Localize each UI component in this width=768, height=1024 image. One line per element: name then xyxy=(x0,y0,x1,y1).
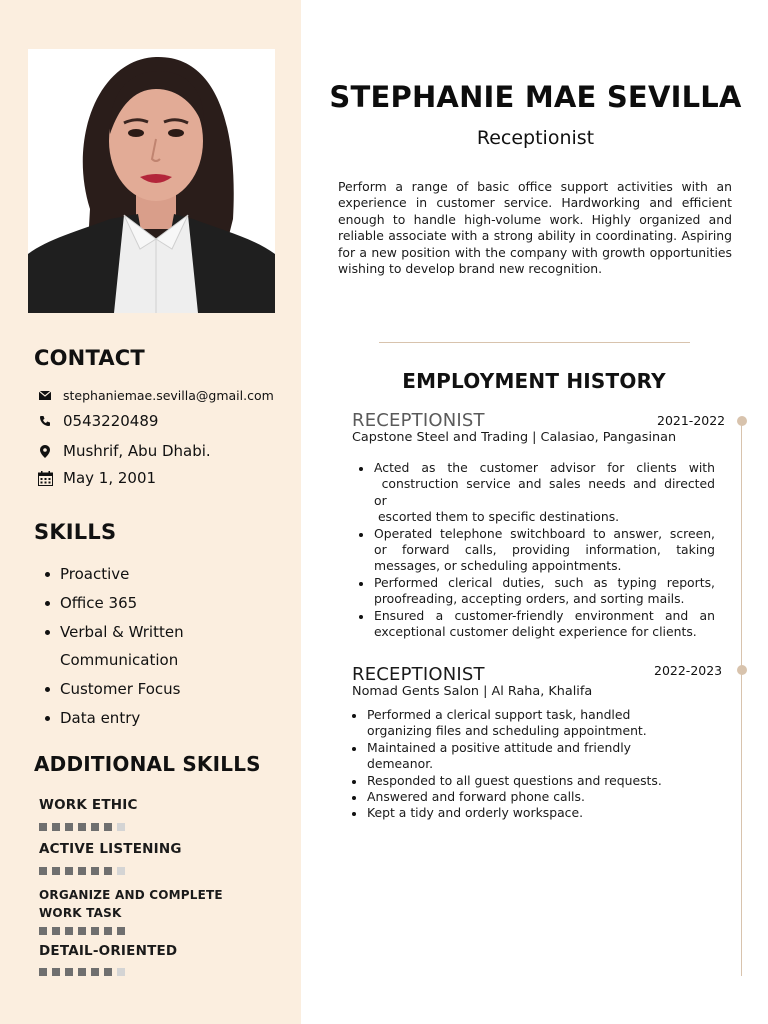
duty-line: or xyxy=(374,492,387,508)
rating-square-filled xyxy=(91,867,99,875)
duty-line: or forward calls, providing information, taking xyxy=(374,542,715,558)
additional-skill-work-ethic xyxy=(39,797,279,813)
rating-square-filled xyxy=(91,927,99,935)
duty-line: Kept a tidy and orderly workspace. xyxy=(367,805,584,821)
job-role: RECEPTIONIST xyxy=(352,664,485,685)
rating-square-filled xyxy=(104,927,112,935)
skill-item: Office 365 xyxy=(38,589,288,618)
rating-square-empty xyxy=(117,823,125,831)
duty-line: messages, or scheduling appointments. xyxy=(374,558,622,574)
phone-icon xyxy=(36,412,54,430)
additional-skill-detail-oriented xyxy=(39,943,279,959)
contact-address: Mushrif, Abu Dhabi. xyxy=(63,442,211,460)
contact-birthday: May 1, 2001 xyxy=(63,469,157,487)
duty-line: organizing files and scheduling appointment. xyxy=(367,723,647,739)
additional-skills-heading: ADDITIONAL SKILLS xyxy=(34,752,261,776)
timeline-dot xyxy=(737,416,747,426)
job-company: Capstone Steel and Trading | Calasiao, Pangasinan xyxy=(352,430,677,445)
job-duty xyxy=(345,707,705,740)
rating-square-filled xyxy=(39,867,47,875)
rating-square-filled xyxy=(39,968,47,976)
job-duty xyxy=(352,526,715,575)
additional-skill-label: ACTIVE LISTENING xyxy=(39,841,182,857)
rating-square-filled xyxy=(104,823,112,831)
rating-square-filled xyxy=(78,927,86,935)
timeline-line xyxy=(741,420,742,976)
rating-square-filled xyxy=(65,968,73,976)
rating-square-filled xyxy=(52,927,60,935)
skill-item: Customer Focus xyxy=(38,675,288,704)
rating-square-filled xyxy=(117,927,125,935)
additional-skill-label-line: ORGANIZE AND COMPLETE xyxy=(39,888,223,902)
rating-square-filled xyxy=(65,823,73,831)
skill-item: Verbal & Written Communication xyxy=(38,618,228,676)
duty-line: Answered and forward phone calls. xyxy=(367,789,585,805)
candidate-name: STEPHANIE MAE SEVILLA xyxy=(329,80,742,114)
additional-skill-organize xyxy=(39,886,279,922)
duty-line: Acted as the customer advisor for clients with xyxy=(374,460,715,475)
rating-square-empty xyxy=(117,867,125,875)
rating-square-filled xyxy=(78,968,86,976)
rating-square-filled xyxy=(91,823,99,831)
rating-square-filled xyxy=(65,867,73,875)
rating-square-filled xyxy=(39,823,47,831)
contact-heading: CONTACT xyxy=(34,346,145,370)
skill-item: Proactive xyxy=(38,560,288,589)
job-duty xyxy=(345,805,705,821)
additional-skill-active-listening xyxy=(39,841,279,857)
rating-square-filled xyxy=(52,823,60,831)
additional-skill-label: DETAIL-ORIENTED xyxy=(39,943,178,959)
rating-square-filled xyxy=(78,823,86,831)
rating-square-filled xyxy=(104,968,112,976)
duty-line: Maintained a positive attitude and friendly xyxy=(367,739,631,755)
duty-line: Operated telephone switchboard to answer, screen, xyxy=(374,525,715,541)
job-duties-list xyxy=(352,460,715,640)
duty-line: Ensured a customer-friendly environment and an xyxy=(374,607,715,623)
contact-birthday-row xyxy=(36,469,156,487)
contact-address-row xyxy=(36,442,211,460)
duty-line: demeanor. xyxy=(367,756,434,772)
rating-square-filled xyxy=(91,968,99,976)
rating-square-filled xyxy=(52,968,60,976)
profile-summary: Perform a range of basic office support activities with an experience in customer service. Hardworking and efficient enough to handle high-volume work. Highly organized and reliable associate with a strong ability in coordinating. Aspiring for a new position with the company with growth opportunities wishing to develop brand new recognition. xyxy=(338,179,732,277)
job-duty xyxy=(352,608,715,641)
skills-list xyxy=(38,560,288,733)
duty-line: Responded to all guest questions and requests. xyxy=(367,772,662,788)
rating-square-filled xyxy=(65,927,73,935)
calendar-icon xyxy=(36,469,54,487)
job-years: 2021-2022 xyxy=(657,413,726,428)
location-pin-icon xyxy=(36,442,54,460)
employment-heading: EMPLOYMENT HISTORY xyxy=(402,369,666,393)
rating-square-filled xyxy=(104,867,112,875)
job-duty xyxy=(345,789,705,805)
rating-square-empty xyxy=(117,968,125,976)
candidate-title: Receptionist xyxy=(476,127,595,149)
duty-line: construction service and sales needs and directed xyxy=(374,476,715,492)
contact-email[interactable]: stephaniemae.sevilla@gmail.com xyxy=(63,387,274,403)
job-role: RECEPTIONIST xyxy=(352,410,485,431)
duty-line: Performed a clerical support task, handled xyxy=(367,707,631,722)
additional-skill-label: WORK ETHIC xyxy=(39,797,138,813)
skill-item: Data entry xyxy=(38,704,288,733)
job-years: 2022-2023 xyxy=(654,663,723,678)
job-company: Nomad Gents Salon | Al Raha, Khalifa xyxy=(352,684,593,699)
profile-photo xyxy=(28,49,275,313)
envelope-icon xyxy=(36,386,54,404)
job-duty xyxy=(352,575,715,608)
duty-line: proofreading, accepting orders, and sorting mails. xyxy=(374,591,685,607)
skills-heading: SKILLS xyxy=(34,520,117,544)
duty-line: Performed clerical duties, such as typing reports, xyxy=(374,574,715,590)
job-duties-list xyxy=(345,707,705,822)
duty-line: exceptional customer delight experience for clients. xyxy=(374,624,697,640)
skill-rating-detail-oriented xyxy=(39,968,130,976)
section-divider xyxy=(379,342,690,343)
skill-rating-work-ethic xyxy=(39,823,130,831)
job-duty xyxy=(345,773,705,789)
additional-skill-label-line: WORK TASK xyxy=(39,906,122,920)
job-duty xyxy=(345,740,705,773)
rating-square-filled xyxy=(78,867,86,875)
contact-phone[interactable]: 0543220489 xyxy=(63,412,159,430)
contact-phone-row xyxy=(36,412,158,430)
duty-line: escorted them to specific destinations. xyxy=(374,509,620,525)
rating-square-filled xyxy=(39,927,47,935)
skill-rating-organize xyxy=(39,927,130,935)
skill-rating-active-listening xyxy=(39,867,130,875)
job-duty xyxy=(352,460,715,526)
rating-square-filled xyxy=(52,867,60,875)
timeline-dot xyxy=(737,665,747,675)
contact-email-row xyxy=(36,386,274,404)
